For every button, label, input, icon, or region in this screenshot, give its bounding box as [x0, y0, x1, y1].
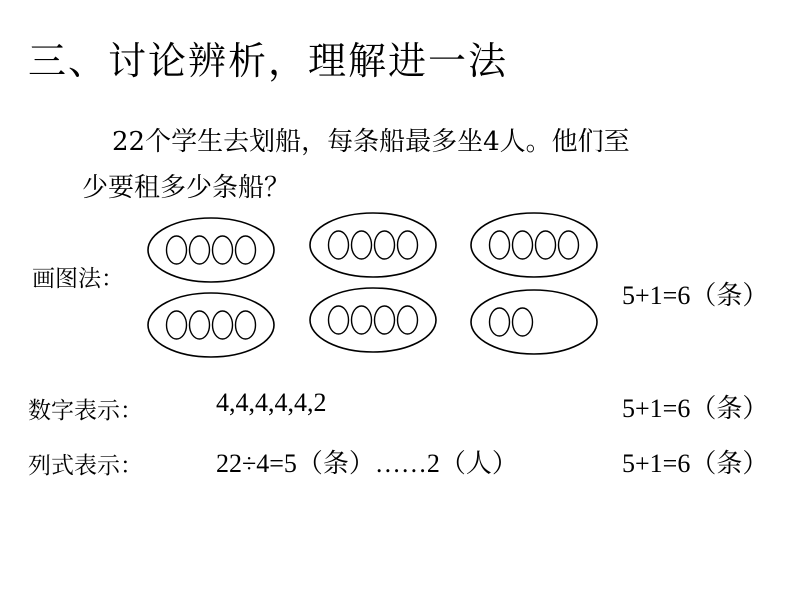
student-oval: [536, 231, 556, 259]
student-oval: [213, 236, 233, 264]
formula-representation-label: 列式表示：: [28, 453, 143, 479]
student-oval: [329, 306, 349, 334]
student-oval: [398, 231, 418, 259]
student-oval: [213, 311, 233, 339]
student-oval: [513, 231, 533, 259]
student-oval: [375, 306, 395, 334]
formula-representation-value: 22÷4=5（条）……2（人）: [216, 449, 518, 478]
student-oval: [490, 231, 510, 259]
problem-line-1: 22个学生去划船，每条船最多坐4人。他们至: [112, 127, 630, 157]
student-oval: [490, 308, 510, 336]
student-oval: [190, 236, 210, 264]
drawing-method-label: 画图法：: [32, 266, 124, 292]
drawing-method-result: 5+1=6（条）: [622, 281, 769, 310]
student-oval: [398, 306, 418, 334]
student-oval: [236, 311, 256, 339]
problem-line-2: 少要租多少条船？: [82, 173, 291, 203]
student-oval: [329, 231, 349, 259]
formula-representation-result: 5+1=6（条）: [622, 449, 769, 478]
student-oval: [190, 311, 210, 339]
digit-representation-value: 4,4,4,4,4,2: [216, 388, 327, 417]
student-oval: [167, 236, 187, 264]
student-oval: [375, 231, 395, 259]
student-oval: [167, 311, 187, 339]
student-oval: [352, 306, 372, 334]
digit-representation-label: 数字表示：: [28, 398, 143, 424]
student-oval: [236, 236, 256, 264]
student-oval: [352, 231, 372, 259]
digit-representation-result: 5+1=6（条）: [622, 394, 769, 423]
student-oval: [559, 231, 579, 259]
student-oval: [513, 308, 533, 336]
page-title: 三、讨论辨析，理解进一法: [28, 39, 509, 83]
